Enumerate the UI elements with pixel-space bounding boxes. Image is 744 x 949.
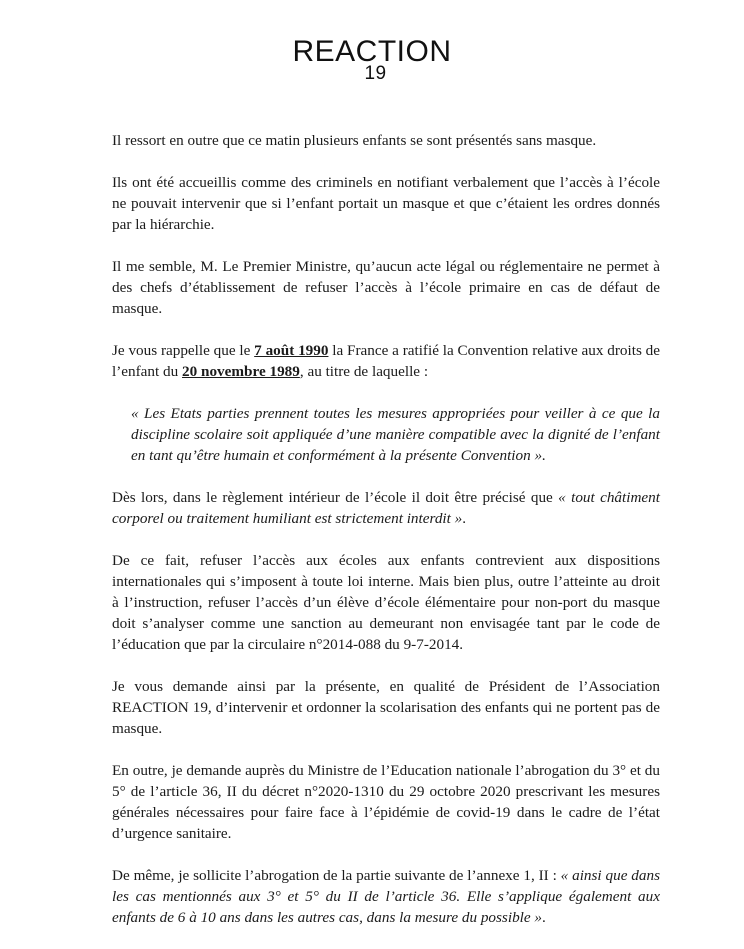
letter-body (112, 130, 660, 949)
paragraph-5 (112, 487, 660, 529)
logo-wordmark (292, 35, 452, 84)
paragraph-1: Il ressort en outre que ce matin plusieurs enfants se sont présentés sans masque. (112, 132, 597, 149)
paragraph-4-text-a: Je vous rappelle que le (112, 342, 255, 359)
paragraph-9-text-b: . (542, 909, 546, 926)
logo-number: 19 (364, 63, 387, 84)
paragraph-3: Il me semble, M. Le Premier Ministre, qu’aucun acte légal ou réglementaire ne permet à des chefs d’établissement de refuser l’accès à l’école primaire en cas de défaut de masque. (112, 258, 660, 317)
paragraph-4 (112, 340, 660, 382)
paragraph-4-text-c: , au titre de laquelle : (299, 363, 429, 380)
ratification-date: 7 août 1990 (254, 342, 329, 359)
paragraph-5-text-b: . (462, 510, 467, 527)
paragraph-9 (112, 865, 660, 928)
paragraph-8: En outre, je demande auprès du Ministre de l’Education nationale l’abrogation du 3° et du 5° de l’article 36, II du décret n°2020-1310 du 29 octobre 2020 prescrivant les mesures générales nécessaires pour faire face à l’épidémie de covid-19 dans le cadre de l’état d’urgence sanitaire. (112, 762, 660, 842)
paragraph-9-text-a: De même, je sollicite l’abrogation de la partie suivante de l’annexe 1, II : (112, 867, 561, 884)
paragraph-2: Ils ont été accueillis comme des criminels en notifiant verbalement que l’accès à l’école ne pouvait intervenir que si l’enfant portait un masque et que c’étaient les ordres donnés par la hiérarchie. (112, 174, 660, 233)
paragraph-7: Je vous demande ainsi par la présente, en qualité de Président de l’Association REACTION 19, d’intervenir et ordonner la scolarisation des enfants qui ne portent pas de masque. (112, 678, 660, 737)
paragraph-9-quote: « ainsi que dans les cas mentionnés aux 3° et 5° du II de l’article 36. Elle s’applique également aux enfants de 6 à 10 ans dans les autres cas, dans la mesure du possible » (112, 867, 660, 926)
convention-quote: « Les Etats parties prennent toutes les mesures appropriées pour veiller à ce que la discipline scolaire soit appliquée d’une manière compatible avec la dignité de l’enfant en tant qu’être humain et conformément à la présente Convention ». (131, 405, 660, 464)
convention-date: 20 novembre 1989 (182, 363, 300, 380)
reaction-19-logo (0, 35, 744, 84)
paragraph-6: De ce fait, refuser l’accès aux écoles aux enfants contrevient aux dispositions internationales qui s’imposent à toute loi interne. Mais bien plus, outre l’atteinte au droit à l’instruction, refuser l’accès d’un élève d’école élémentaire pour non-port du masque doit s’analyser comme une sanction au demeurant non envisagée tant par le code de l’éducation que par la circulaire n°2014-088 du 9-7-2014. (112, 552, 660, 653)
paragraph-4-text-b: la France a ratifié la Convention relative aux droits de l’enfant du (112, 342, 660, 380)
paragraph-5-text-a: Dès lors, dans le règlement intérieur de l’école il doit être précisé que (112, 489, 559, 506)
paragraph-5-quote: « tout châtiment corporel ou traitement humiliant est strictement interdit » (112, 489, 660, 527)
logo-text: REACTION (292, 35, 452, 68)
